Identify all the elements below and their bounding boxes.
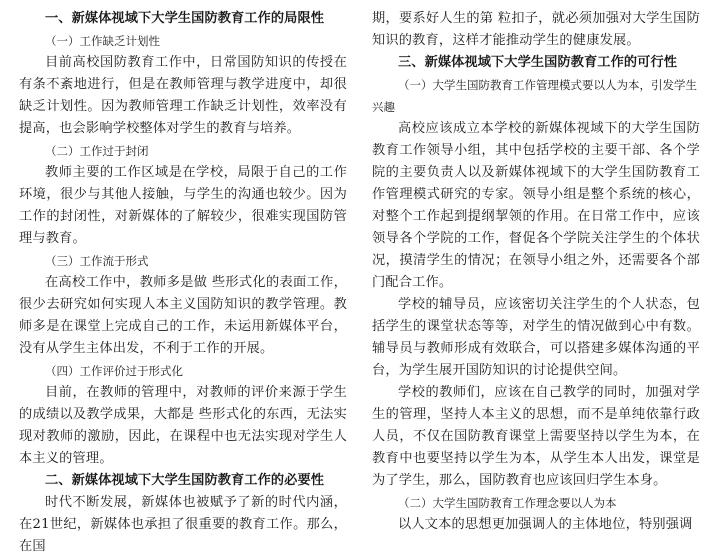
- paragraph-evaluation: 目前，在教师的管理中，对教师的评价来源于学生的成绩以及教学成果，大都是 些形式化的东西，无法实现对教师的激励，因此，在课程中也无法实现对学生人本主义的管理。: [19, 385, 347, 466]
- paragraph-counselors: 学校的辅导员，应该密切关注学生的个人状态，包括学生的课堂状态等等，对学生的情况做到心中有数。辅导员与教师形成有效联合，可以搭建多媒体沟通的平台，为学生展开国防知识的讨论提供空间。: [372, 297, 700, 378]
- subheading-closed-work: （二）工作过于封闭: [45, 144, 149, 158]
- section-heading-feasibility: 三、新媒体视域下大学生国防教育工作的可行性: [398, 55, 678, 70]
- paragraph-formalism: 在高校工作中，教师多是做 些形式化的表面工作，很少去研究如何实现人本主义国防知识的教学管理。教师多是在课堂上完成自己的工作，未运用新媒体平台，没有从学生主体出发，不利于工作的开展。: [19, 275, 347, 356]
- paragraph-planning: 目前高校国防教育工作中，日常国防知识的传授在有条不紊地进行，但是在教师管理与教学进度中，却很缺乏计划性。因为教师管理工作缺乏计划性，效率没有提高，也会影响学校整体对学生的教育与培养。: [19, 55, 347, 136]
- subheading-people-oriented-concept: （二）大学生国防教育工作理念要以人为本: [398, 496, 617, 510]
- paragraph-leadership-group: 高校应该成立本学校的新媒体视域下的大学生国防教育工作领导小组，其中包括学校的主要干部、各个学院的主要负责人以及新媒体视域下的大学生国防教育工作管理模式研究的专家。领导小组是整个系统的核心，对整个工作起到提纲挈领的作用。在日常工作中，应该领导各个学院的工作，督促各个学院关注学生的个体状况，摸清学生的情况；在领导小组之外，还需要各个部门配合工作。: [372, 121, 700, 290]
- paragraph-closed-work: 教师主要的工作区域是在学校，局限于自己的工作环境，很少与其他人接触，与学生的沟通也较少。因为工作的封闭性，对新媒体的了解较少，很难实现国防管理与教育。: [19, 165, 347, 246]
- paragraph-continued: 期，要系好人生的第 粒扣子，就必须加强对大学生国防知识的教育，这样才能推动学生的健康发展。: [372, 11, 700, 48]
- right-column: [372, 8, 700, 536]
- paragraph-people-oriented: 以人文本的思想更加强调人的主体地位，特别强调: [398, 517, 693, 532]
- section-heading-limitations: 一、新媒体视域下大学生国防教育工作的局限性: [45, 11, 325, 26]
- subheading-formalism: （三）工作流于形式: [45, 254, 149, 268]
- paragraph-necessity: 时代不断发展，新媒体也被赋予了新的时代内涵，在21世纪，新媒体也承担了很重要的教育工作。那么，在国: [19, 495, 347, 554]
- section-heading-necessity: 二、新媒体视域下大学生国防教育工作的必要性: [45, 473, 325, 488]
- left-column: [19, 8, 347, 558]
- subheading-lack-of-planning: （一）工作缺乏计划性: [45, 34, 160, 48]
- subheading-people-oriented-management: （一）大学生国防教育工作管理模式要以人为本，引发学生兴趣: [372, 78, 697, 114]
- paragraph-teachers: 学校的教师们，应该在自己教学的同时，加强对学生的管理，坚持人本主义的思想，而不是单纯依靠行政人员，不仅在国防教育课堂上需要坚持以学生为本，在教育中也要坚持以学生为本，从学生本人出发，课堂是为了学生，那么，国防教育也应该回归学生本身。: [372, 385, 700, 488]
- subheading-evaluation: （四）工作评价过于形式化: [45, 364, 183, 378]
